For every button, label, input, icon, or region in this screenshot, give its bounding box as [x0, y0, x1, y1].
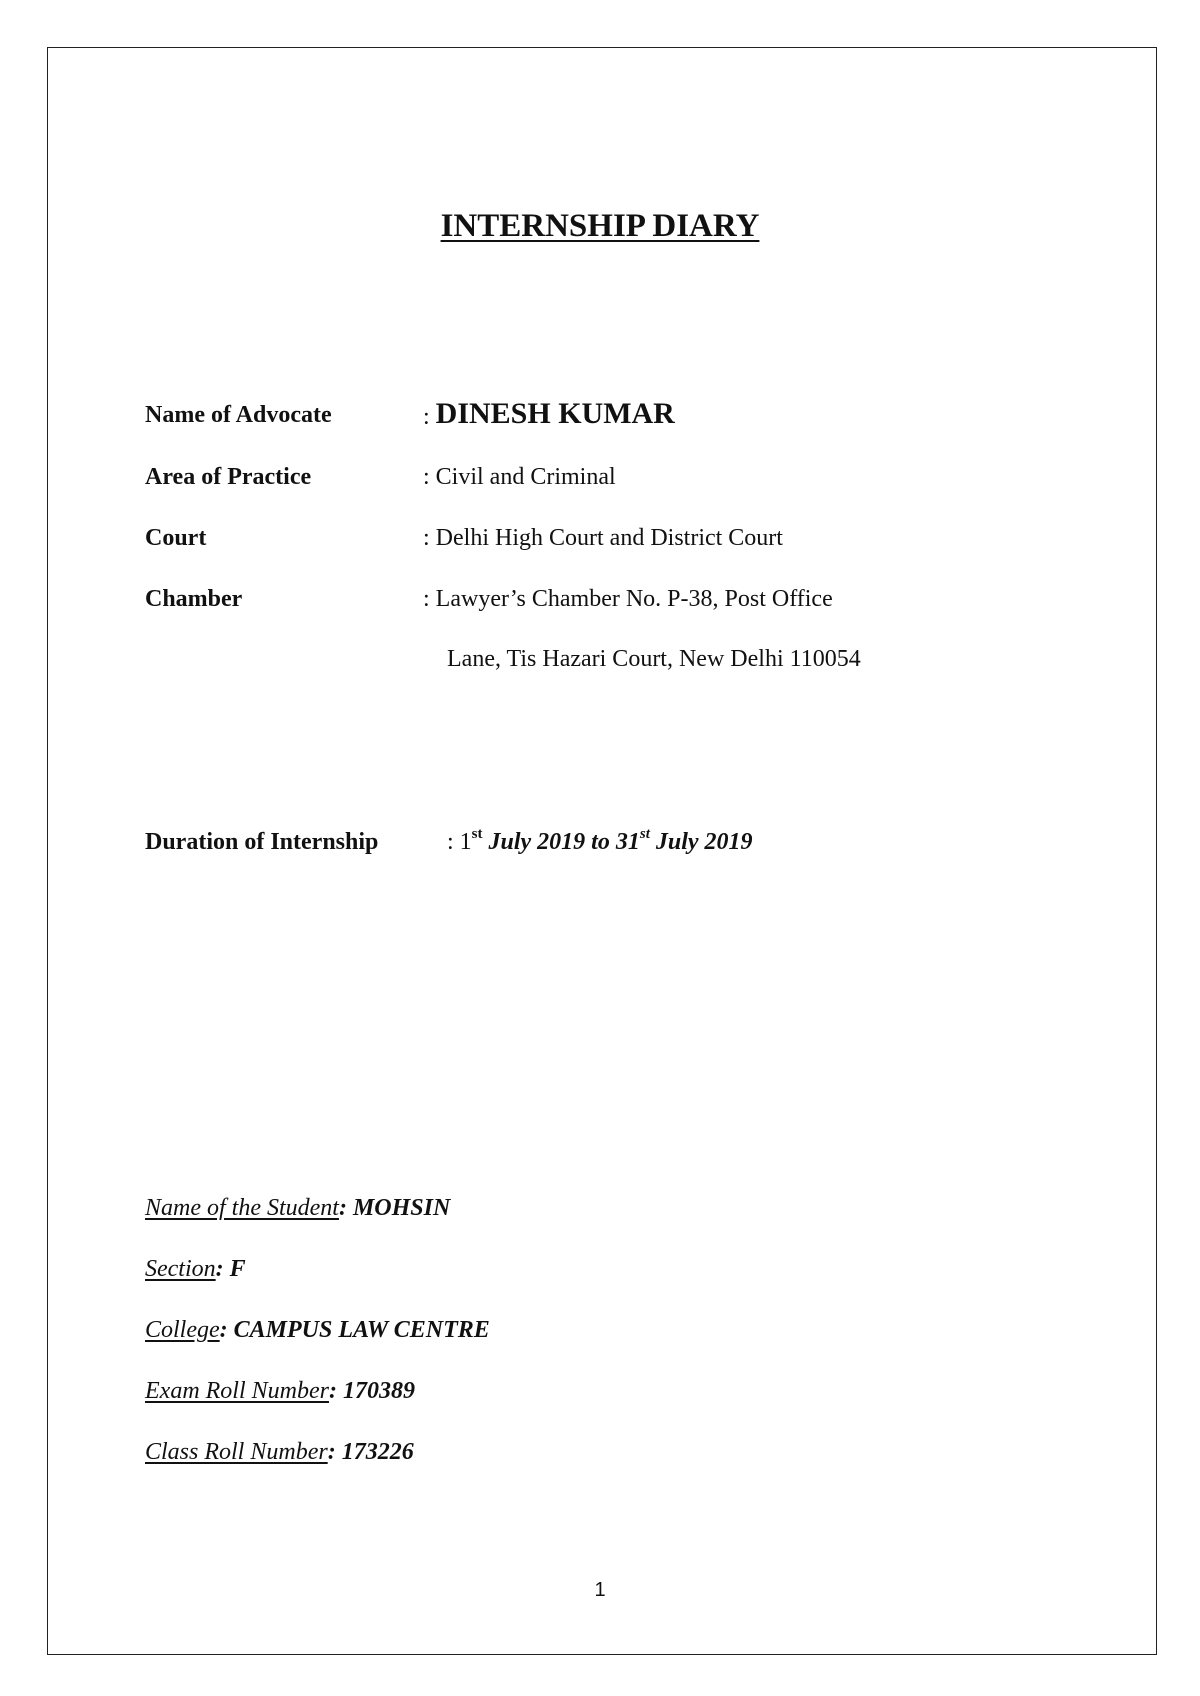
duration-start-day: 1: [459, 829, 472, 855]
section-label: Section: [145, 1256, 216, 1282]
duration-start-rest: July 2019 to: [488, 829, 610, 855]
colon: :: [423, 525, 436, 551]
class-roll-value: 173226: [341, 1439, 414, 1465]
court-value-wrap: [423, 523, 783, 553]
duration-end-suffix: st: [639, 826, 650, 842]
colon: :: [447, 829, 460, 855]
chamber-value-line1: Lawyer’s Chamber No. P-38, Post Office: [435, 586, 833, 612]
colon: :: [327, 1439, 342, 1465]
student-name-row: [145, 1193, 450, 1223]
page-number: 1: [594, 1579, 606, 1601]
colon: :: [219, 1317, 234, 1343]
class-roll-row: [145, 1437, 414, 1467]
college-label: College: [145, 1317, 220, 1343]
exam-roll-value: 170389: [342, 1378, 415, 1404]
college-row: [145, 1315, 490, 1345]
exam-roll-row: [145, 1376, 415, 1406]
college-value: CAMPUS LAW CENTRE: [233, 1317, 490, 1343]
court-label: Court: [145, 525, 207, 551]
chamber-value-line1-wrap: [423, 584, 833, 614]
section-value: F: [229, 1256, 246, 1282]
colon: :: [423, 586, 436, 612]
colon: :: [328, 1378, 343, 1404]
duration-start-suffix: st: [471, 826, 483, 842]
section-row: [145, 1254, 246, 1284]
colon: :: [338, 1195, 353, 1221]
area-of-practice-value-wrap: [423, 462, 616, 492]
advocate-name-value-wrap: [423, 397, 675, 432]
advocate-name-label: Name of Advocate: [145, 402, 332, 428]
duration-label: Duration of Internship: [145, 829, 379, 855]
student-name-value: MOHSIN: [352, 1195, 451, 1221]
class-roll-label: Class Roll Number: [145, 1439, 328, 1465]
exam-roll-label: Exam Roll Number: [145, 1378, 329, 1404]
area-of-practice-value: Civil and Criminal: [435, 464, 616, 490]
colon: :: [423, 464, 436, 490]
court-value: Delhi High Court and District Court: [435, 525, 783, 551]
advocate-name-value: DINESH KUMAR: [435, 397, 675, 430]
duration-end-rest: July 2019: [655, 829, 753, 855]
document-title: [0, 206, 1200, 246]
colon: :: [215, 1256, 230, 1282]
chamber-value-line2: Lane, Tis Hazari Court, New Delhi 110054: [447, 646, 861, 672]
duration-value: [447, 827, 753, 857]
document-title-text: INTERNSHIP DIARY: [440, 208, 760, 244]
area-of-practice-label: Area of Practice: [145, 464, 312, 490]
colon: :: [423, 404, 436, 430]
duration-end-day: 31: [615, 829, 640, 855]
student-name-label: Name of the Student: [145, 1195, 339, 1221]
chamber-label: Chamber: [145, 586, 243, 612]
